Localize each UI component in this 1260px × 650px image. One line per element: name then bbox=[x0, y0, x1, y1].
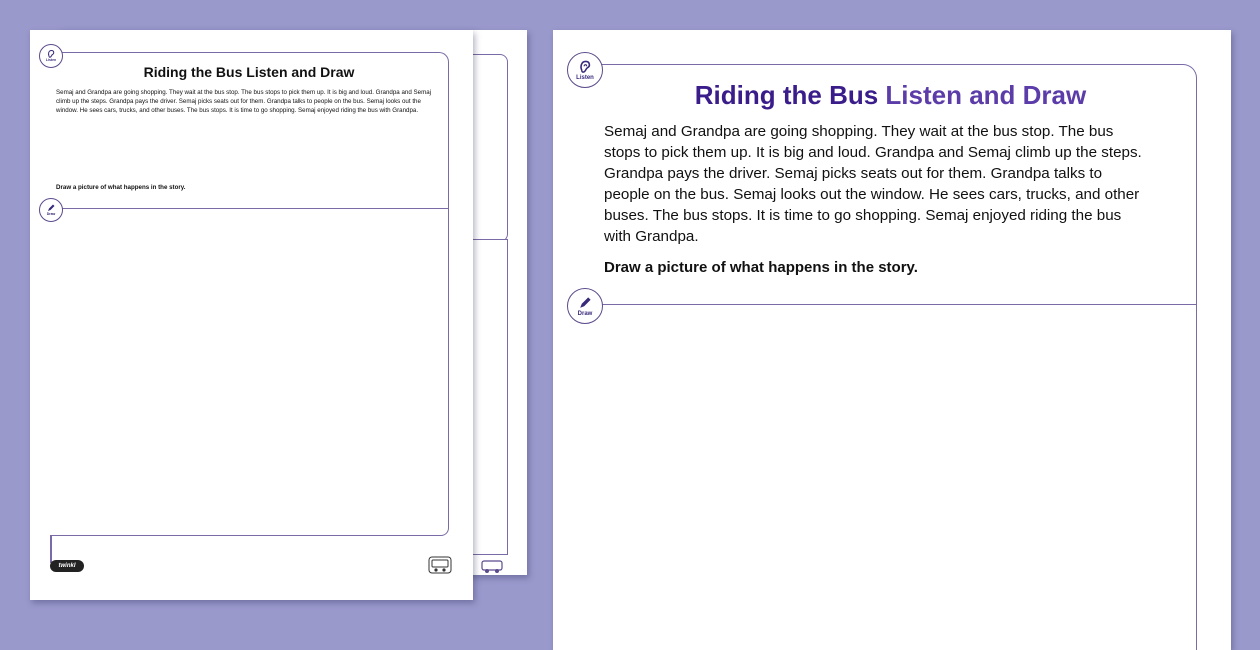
story-line: with Grandpa. bbox=[604, 228, 699, 245]
story-line: Grandpa pays the driver. Semaj picks seats out for them. Grandpa talks to bbox=[604, 165, 1103, 182]
title-part2-large: Listen and Draw bbox=[885, 80, 1087, 110]
story-line: Semaj and Grandpa are going shopping. They wait at the bus stop. The bus bbox=[604, 123, 1114, 140]
story-text: Semaj and Grandpa are going shopping. They wait at the bus stop. The bus stops to pick them up. It is big and loud. Grandpa and Semaj climb up the steps. Grandpa pays the driver. Semaj picks seats out for them. Grandpa talks to people on the bus. Semaj looks out the window. He sees cars, trucks, and other buses. The bus stops. It is time to go shopping. Semaj enjoyed riding the bus with Grandpa. bbox=[56, 89, 432, 114]
draw-label: Draw bbox=[46, 212, 56, 217]
draw-badge-large bbox=[567, 288, 603, 324]
page-title-large bbox=[585, 80, 1196, 111]
ear-icon bbox=[577, 59, 593, 75]
draw-label-large: Draw bbox=[577, 311, 593, 317]
story-text-large bbox=[604, 121, 1194, 247]
story-line: buses. The bus stops. It is time to go shopping. Semaj enjoyed riding the bus bbox=[604, 207, 1122, 224]
title-part1-large: Riding the Bus bbox=[694, 80, 879, 110]
worksheet-preview-small bbox=[30, 30, 473, 600]
listen-label: Listen bbox=[45, 58, 57, 63]
story-line: stops to pick them up. It is big and loud. Grandpa and Semaj climb up the steps. bbox=[604, 144, 1142, 161]
page-title bbox=[50, 64, 448, 80]
draw-frame-large bbox=[585, 304, 1197, 650]
instruction-text: Draw a picture of what happens in the story. bbox=[56, 184, 186, 191]
instruction-text-large: Draw a picture of what happens in the story. bbox=[604, 259, 918, 276]
listen-label-large: Listen bbox=[576, 75, 594, 81]
twinkl-logo: twinkl bbox=[50, 560, 84, 572]
title-part2: Listen and Draw bbox=[246, 64, 355, 80]
bus-icon bbox=[480, 558, 504, 574]
title-part1: Riding the Bus bbox=[143, 64, 243, 80]
story-line: people on the bus. Semaj looks out the window. He sees cars, trucks, and other bbox=[604, 186, 1140, 203]
draw-badge bbox=[39, 198, 63, 222]
draw-frame bbox=[50, 208, 449, 536]
worksheet-preview-large bbox=[553, 30, 1231, 650]
bus-icon bbox=[428, 556, 452, 574]
pencil-icon bbox=[577, 295, 593, 311]
